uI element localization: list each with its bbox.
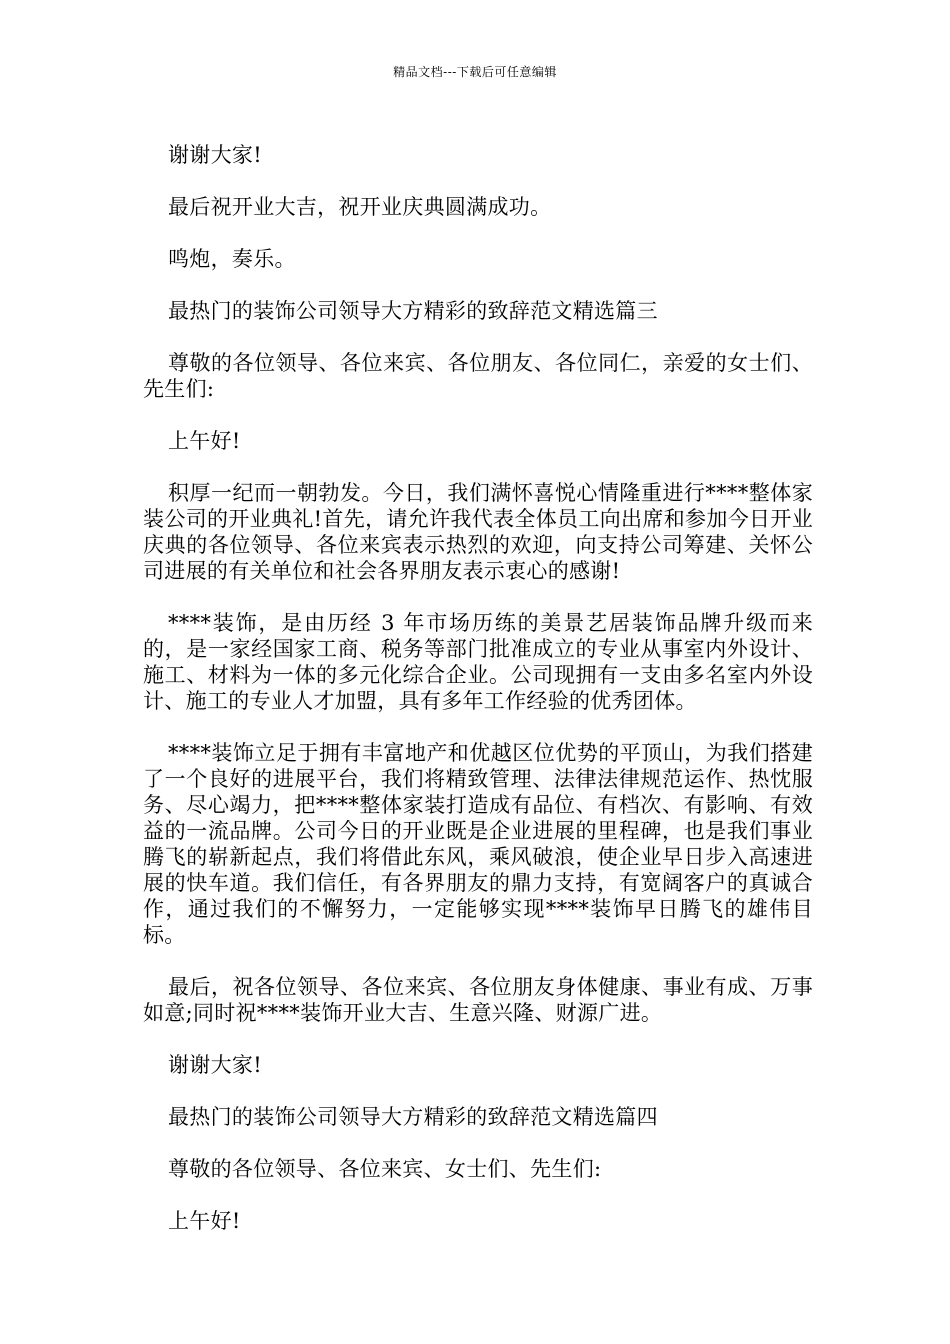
paragraph-opening: 积厚一纪而一朝勃发。今日，我们满怀喜悦心情隆重进行****整体家装公司的开业典礼!首先，请允许我代表全体员工向出席和参加今日开业庆典的各位领导、各位来宾表示热烈的欢迎，向支持公司筹建、关怀公司进展的有关单位和社会各界朋友表示衷心的感谢! (143, 481, 813, 583)
document-body (143, 142, 813, 1234)
paragraph-wishes-1: 最后祝开业大吉，祝开业庆典圆满成功。 (168, 195, 552, 219)
paragraph-vision: ****装饰立足于拥有丰富地产和优越区位优势的平顶山，为我们搭建了一个良好的进展平台，我们将精致管理、法律法律规范运作、热忱服务、尽心竭力，把****整体家装打造成有品位、有档次、有影响、有效益的一流品牌。公司今日的开业既是企业进展的里程碑，也是我们事业腾飞的崭新起点，我们将借此东风，乘风破浪，使企业早日步入高速进展的快车道。我们信任，有各界朋友的鼎力支持，有宽阔客户的真诚合作，通过我们的不懈努力，一定能够实现****装饰早日腾飞的雄伟目标。 (143, 741, 813, 947)
section-title-4: 最热门的装饰公司领导大方精彩的致辞范文精选篇四 (168, 1105, 658, 1129)
paragraph-salutation-4: 尊敬的各位领导、各位来宾、女士们、先生们: (168, 1157, 602, 1181)
paragraph-thanks-1: 谢谢大家! (168, 143, 262, 167)
paragraph-salutation-3: 尊敬的各位领导、各位来宾、各位朋友、各位同仁，亲爱的女士们、先生们: (143, 351, 813, 401)
paragraph-fireworks: 鸣炮，奏乐。 (168, 247, 296, 271)
paragraph-greeting-3: 上午好! (168, 429, 241, 453)
paragraph-greeting-4: 上午好! (168, 1209, 241, 1233)
section-title-3: 最热门的装饰公司领导大方精彩的致辞范文精选篇三 (168, 299, 658, 323)
page-header: 精品文档---下载后可任意编辑 (393, 65, 557, 79)
paragraph-thanks-2: 谢谢大家! (168, 1053, 262, 1077)
paragraph-closing-wishes: 最后，祝各位领导、各位来宾、各位朋友身体健康、事业有成、万事如意;同时祝****装饰开业大吉、生意兴隆、财源广进。 (143, 975, 813, 1025)
paragraph-company-intro: ****装饰，是由历经 3 年市场历练的美景艺居装饰品牌升级而来的，是一家经国家工商、税务等部门批准成立的专业从事室内外设计、施工、材料为一体的多元化综合企业。公司现拥有一支由多名室内外设计、施工的专业人才加盟，具有多年工作经验的优秀团体。 (143, 611, 813, 713)
